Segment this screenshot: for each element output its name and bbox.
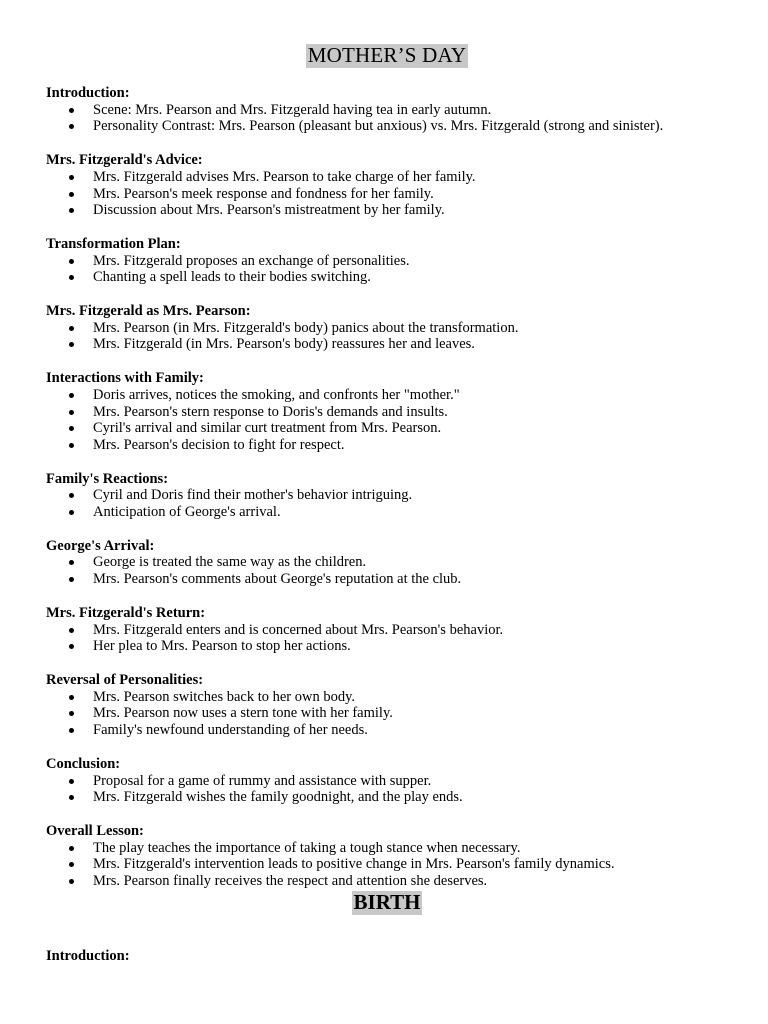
outline-section bbox=[46, 370, 728, 454]
bullet-list bbox=[46, 169, 728, 219]
list-item bbox=[46, 873, 728, 890]
bullet-icon bbox=[69, 259, 74, 264]
list-item bbox=[46, 840, 728, 857]
list-item-text: Mrs. Pearson's stern response to Doris's demands and insults. bbox=[93, 403, 448, 420]
bullet-icon bbox=[69, 108, 74, 113]
section-heading: Conclusion: bbox=[46, 755, 121, 772]
bullet-icon bbox=[69, 879, 74, 884]
section-heading: Family's Reactions: bbox=[46, 470, 169, 487]
list-item bbox=[46, 169, 728, 186]
list-item-text: Discussion about Mrs. Pearson's mistreatment by her family. bbox=[93, 202, 445, 219]
bullet-icon bbox=[69, 410, 74, 415]
list-item bbox=[46, 504, 728, 521]
bullet-icon bbox=[69, 510, 74, 515]
list-item-text: Mrs. Pearson's decision to fight for respect. bbox=[93, 436, 345, 453]
outline-section bbox=[46, 303, 728, 353]
list-item bbox=[46, 571, 728, 588]
bullet-icon bbox=[69, 560, 74, 565]
bullet-icon bbox=[69, 728, 74, 733]
bullet-icon bbox=[69, 628, 74, 633]
list-item-text: Mrs. Pearson now uses a stern tone with her family. bbox=[93, 705, 393, 722]
outline-section bbox=[46, 605, 728, 655]
bullet-icon bbox=[69, 711, 74, 716]
list-item-text: Mrs. Pearson switches back to her own body. bbox=[93, 688, 356, 705]
document-title bbox=[46, 0, 728, 68]
section-heading: Mrs. Fitzgerald's Return: bbox=[46, 604, 206, 621]
list-item-text: Family's newfound understanding of her needs. bbox=[93, 722, 368, 739]
bullet-icon bbox=[69, 577, 74, 582]
outline-section bbox=[46, 471, 728, 521]
section-heading: Mrs. Fitzgerald's Advice: bbox=[46, 152, 203, 169]
outline-section bbox=[46, 236, 728, 286]
bullet-list bbox=[46, 253, 728, 286]
list-item bbox=[46, 253, 728, 270]
second-title-text: BIRTH bbox=[353, 889, 421, 914]
bullet-icon bbox=[69, 275, 74, 280]
bullet-icon bbox=[69, 326, 74, 331]
list-item bbox=[46, 186, 728, 203]
list-item-text: Mrs. Pearson (in Mrs. Fitzgerald's body) panics about the transformation. bbox=[93, 319, 519, 336]
bullet-icon bbox=[69, 208, 74, 213]
list-item-text: Proposal for a game of rummy and assistance with supper. bbox=[93, 772, 432, 789]
bullet-icon bbox=[69, 192, 74, 197]
section-heading: Transformation Plan: bbox=[46, 235, 181, 252]
list-item bbox=[46, 387, 728, 404]
list-item bbox=[46, 722, 728, 739]
bullet-icon bbox=[69, 175, 74, 180]
list-item bbox=[46, 487, 728, 504]
bullet-icon bbox=[69, 862, 74, 867]
bullet-icon bbox=[69, 443, 74, 448]
final-section-heading: Introduction: bbox=[46, 947, 130, 964]
list-item bbox=[46, 102, 728, 119]
list-item-text: Anticipation of George's arrival. bbox=[93, 504, 281, 521]
bullet-icon bbox=[69, 795, 74, 800]
list-item bbox=[46, 689, 728, 706]
list-item-text: Mrs. Fitzgerald's intervention leads to positive change in Mrs. Pearson's family dynamics. bbox=[93, 856, 615, 873]
list-item-text: Mrs. Fitzgerald advises Mrs. Pearson to take charge of her family. bbox=[93, 168, 476, 185]
list-item bbox=[46, 336, 728, 353]
list-item-text: Mrs. Fitzgerald wishes the family goodnight, and the play ends. bbox=[93, 789, 463, 806]
section-heading: Overall Lesson: bbox=[46, 822, 144, 839]
bullet-icon bbox=[69, 779, 74, 784]
list-item bbox=[46, 773, 728, 790]
outline-section bbox=[46, 152, 728, 219]
list-item bbox=[46, 118, 728, 135]
bullet-icon bbox=[69, 342, 74, 347]
list-item-text: Mrs. Fitzgerald (in Mrs. Pearson's body) reassures her and leaves. bbox=[93, 336, 475, 353]
bullet-icon bbox=[69, 695, 74, 700]
list-item bbox=[46, 437, 728, 454]
list-item bbox=[46, 320, 728, 337]
bullet-icon bbox=[69, 393, 74, 398]
bullet-list bbox=[46, 320, 728, 353]
list-item-text: Chanting a spell leads to their bodies switching. bbox=[93, 269, 371, 286]
list-item-text: Her plea to Mrs. Pearson to stop her actions. bbox=[93, 638, 351, 655]
list-item-text: The play teaches the importance of taking a tough stance when necessary. bbox=[93, 839, 521, 856]
list-item-text: Mrs. Pearson's comments about George's reputation at the club. bbox=[93, 571, 462, 588]
bullet-list bbox=[46, 487, 728, 520]
bullet-icon bbox=[69, 124, 74, 129]
bullet-list bbox=[46, 622, 728, 655]
bullet-icon bbox=[69, 644, 74, 649]
section-heading: Mrs. Fitzgerald as Mrs. Pearson: bbox=[46, 303, 251, 320]
bullet-icon bbox=[69, 846, 74, 851]
outline-section bbox=[46, 823, 728, 890]
list-item-text: George is treated the same way as the children. bbox=[93, 554, 367, 571]
outline-section bbox=[46, 538, 728, 588]
bullet-list bbox=[46, 773, 728, 806]
list-item-text: Cyril's arrival and similar curt treatment from Mrs. Pearson. bbox=[93, 420, 442, 437]
section-heading: Introduction: bbox=[46, 85, 130, 101]
list-item-text: Mrs. Fitzgerald enters and is concerned about Mrs. Pearson's behavior. bbox=[93, 621, 504, 638]
section-heading: Reversal of Personalities: bbox=[46, 671, 204, 688]
section-heading: George's Arrival: bbox=[46, 537, 155, 554]
second-title bbox=[46, 891, 728, 915]
bullet-icon bbox=[69, 426, 74, 431]
bullet-list bbox=[46, 102, 728, 135]
list-item bbox=[46, 856, 728, 873]
section-heading: Interactions with Family: bbox=[46, 370, 204, 387]
list-item bbox=[46, 202, 728, 219]
document-title-text: MOTHER’S DAY bbox=[307, 43, 467, 67]
list-item-text: Personality Contrast: Mrs. Pearson (pleasant but anxious) vs. Mrs. Fitzgerald (strong and sinister). bbox=[93, 118, 664, 135]
list-item bbox=[46, 705, 728, 722]
bullet-icon bbox=[69, 493, 74, 498]
bullet-list bbox=[46, 840, 728, 890]
bullet-list bbox=[46, 387, 728, 454]
list-item bbox=[46, 789, 728, 806]
list-item-text: Mrs. Fitzgerald proposes an exchange of personalities. bbox=[93, 252, 410, 269]
sections-container bbox=[46, 68, 728, 890]
list-item-text: Cyril and Doris find their mother's behavior intriguing. bbox=[93, 487, 413, 504]
list-item-text: Scene: Mrs. Pearson and Mrs. Fitzgerald having tea in early autumn. bbox=[93, 101, 492, 118]
bullet-list bbox=[46, 554, 728, 587]
list-item bbox=[46, 269, 728, 286]
bullet-list bbox=[46, 689, 728, 739]
list-item-text: Doris arrives, notices the smoking, and confronts her "mother." bbox=[93, 386, 460, 403]
list-item bbox=[46, 622, 728, 639]
list-item bbox=[46, 404, 728, 421]
list-item bbox=[46, 638, 728, 655]
list-item-text: Mrs. Pearson's meek response and fondness for her family. bbox=[93, 185, 434, 202]
outline-section bbox=[46, 756, 728, 806]
outline-section bbox=[46, 672, 728, 739]
outline-section bbox=[46, 85, 728, 135]
list-item bbox=[46, 554, 728, 571]
list-item-text: Mrs. Pearson finally receives the respect and attention she deserves. bbox=[93, 873, 488, 890]
list-item bbox=[46, 420, 728, 437]
